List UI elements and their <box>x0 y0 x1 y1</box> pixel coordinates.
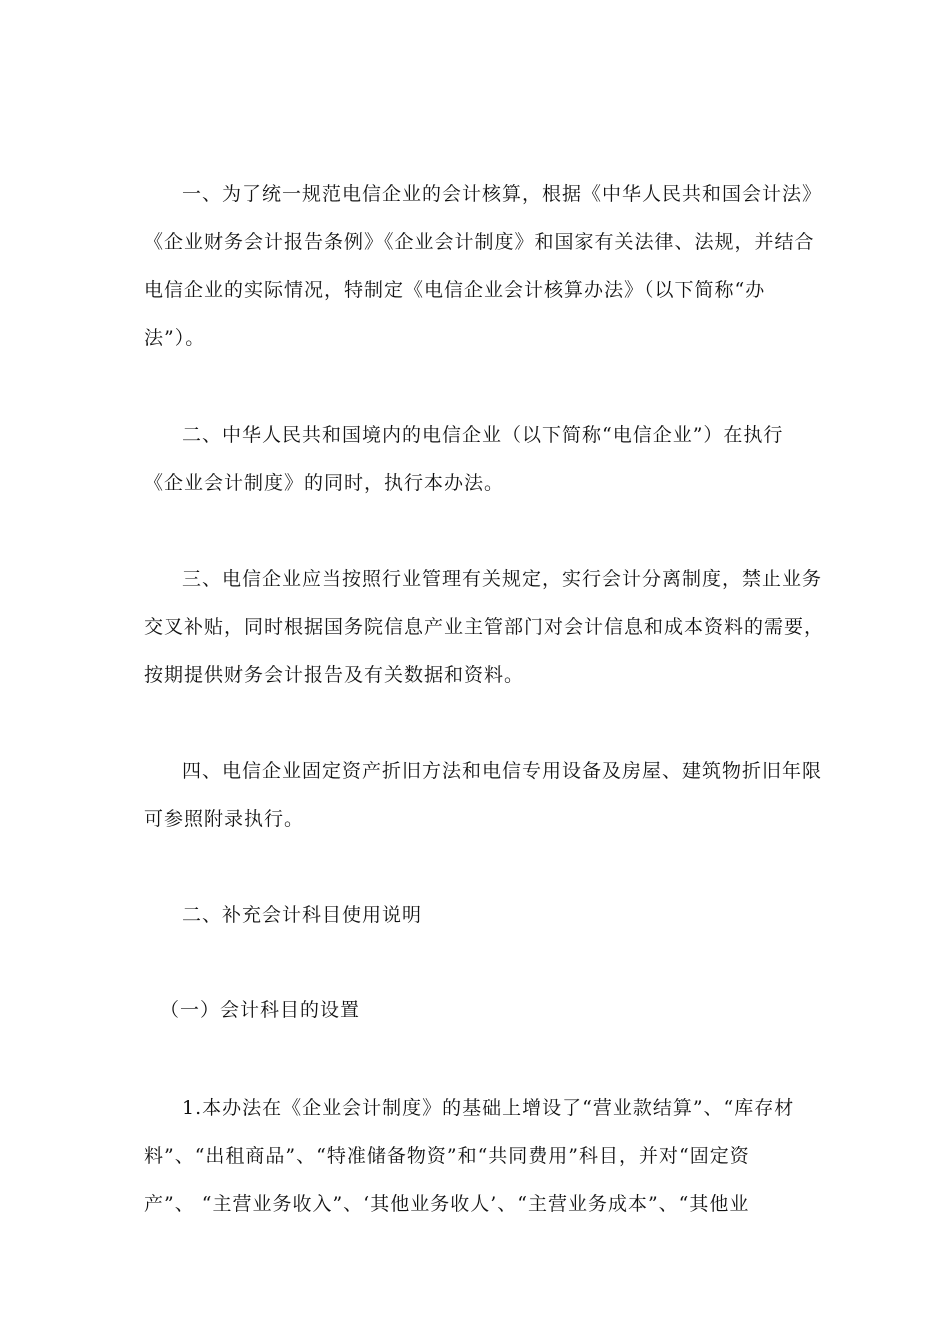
paragraph-4-line-1: 四、电信企业固定资产折旧方法和电信专用设备及房屋、建筑物折旧年限 <box>182 760 823 782</box>
paragraph-5-line-3: 产”、 “主营业务收入”、‘其他业务收人’、“主营业务成本”、“其他业 <box>144 1193 750 1215</box>
paragraph-1-line-1: 一、为了统一规范电信企业的会计核算，根据《中华人民共和国会计法》 <box>182 183 823 205</box>
subsection-heading: （一）会计科目的设置 <box>160 999 361 1021</box>
paragraph-3-line-1: 三、电信企业应当按照行业管理有关规定，实行会计分离制度，禁止业务 <box>182 568 823 590</box>
section-heading: 二、补充会计科目使用说明 <box>182 904 423 926</box>
paragraph-3-line-3: 按期提供财务会计报告及有关数据和资料。 <box>144 664 525 686</box>
paragraph-2-line-2: 《企业会计制度》的同时，执行本办法。 <box>144 472 505 494</box>
paragraph-3-line-2: 交叉补贴，同时根据国务院信息产业主管部门对会计信息和成本资料的需要， <box>144 616 825 638</box>
paragraph-2-line-1: 二、中华人民共和国境内的电信企业（以下简称“电信企业”）在执行 <box>182 424 784 446</box>
paragraph-1-line-4: 法”）。 <box>144 327 206 349</box>
paragraph-5-line-2: 料”、“出租商品”、“特准储备物资”和“共同费用”科目，并对“固定资 <box>144 1145 750 1167</box>
paragraph-1-line-3: 电信企业的实际情况，特制定《电信企业会计核算办法》（以下简称“办 <box>144 279 766 301</box>
paragraph-5-line-1: 1.本办法在《企业会计制度》的基础上增设了“营业款结算”、“库存材 <box>182 1097 795 1119</box>
paragraph-4-line-2: 可参照附录执行。 <box>144 808 305 830</box>
paragraph-1-line-2: 《企业财务会计报告条例》《企业会计制度》和国家有关法律、法规，并结合 <box>144 231 815 253</box>
